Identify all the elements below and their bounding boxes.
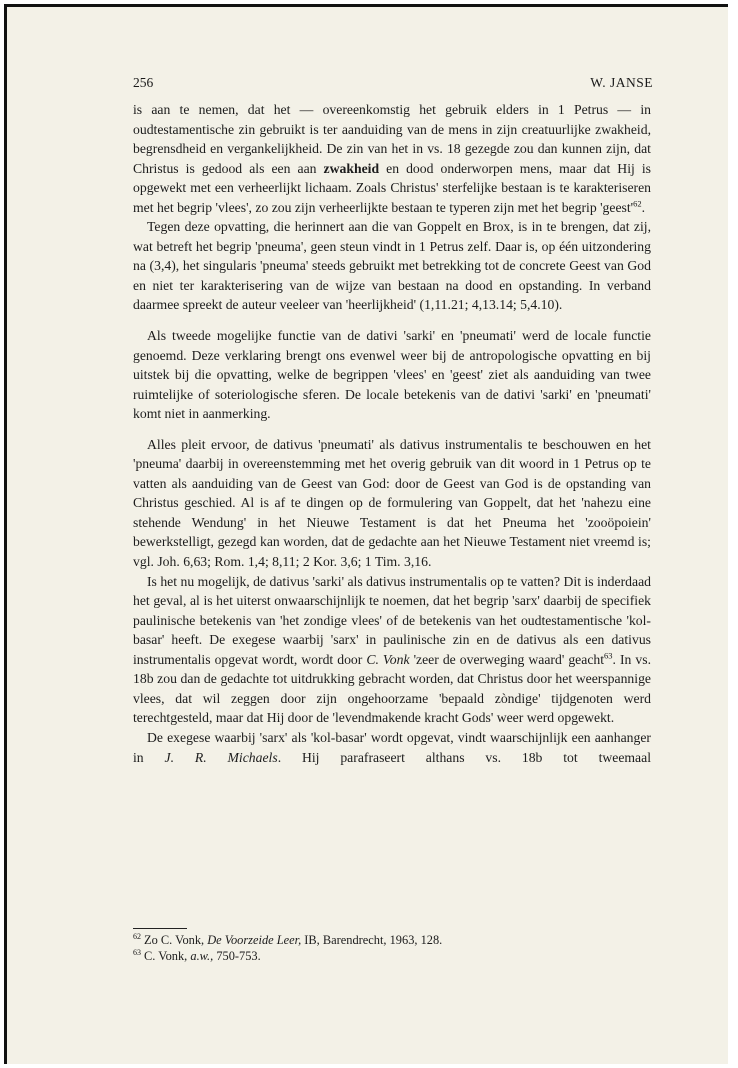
paragraph-6-text-a: De exegese waarbij 'sarx' als 'kol-basar' wordt opgevat, vindt waarschijnlijk een aanhanger in [133,729,651,765]
footnote-title: a.w., [190,949,214,963]
footnotes [133,932,651,964]
footnote-number: 63 [133,947,141,957]
footnote-text-a: C. Vonk, [144,949,191,963]
footnote-text-b: 750-753. [213,949,261,963]
footnote-text-a: Zo C. Vonk, [144,933,208,947]
paragraph-1-text-a: is aan te nemen, dat het — overeenkomstig het gebruik elders in 1 Petrus — in oudtestamentische zin gebruikt is ter aanduiding van de mens in zijn creatuurlijke zwakheid, begrensdheid en vergankelijkheid. De zin van het in vs. 18 gezegde zou dan kunnen zijn, dat Christus is gedood als een aan [133,102,651,176]
footnote-text-b: IB, Barendrecht, 1963, 128. [301,933,443,947]
footnote-title: De Voorzeide Leer, [207,933,302,947]
paragraph-1-text-c: . [641,199,646,215]
paragraph-1 [133,100,651,217]
footnote-divider [133,928,187,929]
footnote-number: 62 [133,931,141,941]
paragraph-5-text-c: . In vs. 18b zou dan de gedachte tot uitdrukking gebracht worden, dat Christus door het weerspannige vlees, dat wil zeggen door zijn ongehoorzame 'bepaald zòndige' tijdgenoten werd terechtgesteld, maar dat Hij door de 'levendmakende kracht Gods' weer werd opgewekt. [133,651,651,726]
paragraph-1-text-b: en dood onderworpen mens, maar dat Hij is opgewekt met een verheerlijkt lichaam. Zoals Christus' sterfelijke bestaan is te karakteriseren met het begrip 'vlees', zo zou zijn verheerlijkte bestaan te typeren zijn met het begrip 'geest' [133,160,651,215]
paragraph-6-text-b: . Hij parafraseert althans vs. 18b tot tweemaal [277,749,652,765]
footnote-62 [133,932,651,948]
paragraph-3: Als tweede mogelijke functie van de dativi 'sarki' en 'pneumati' werd de locale functie genoemd. Deze verklaring brengt ons evenwel weer bij de antropologische opvatting en bij uitstek bij die opvatting, welke de begrippen 'vlees' en 'geest' ziet als aanduiding van twee ruimtelijke of soteriologische sferen. De locale betekenis van de dativi 'sarki' en 'pneumati' komt niet in aanmerking. [133,328,651,422]
main-text [133,100,651,767]
book-page [4,4,728,1064]
paragraph-5 [133,572,651,728]
paragraph-4: Alles pleit ervoor, de dativus 'pneumati' als dativus instrumentalis te beschouwen en het 'pneuma' daarbij in overeenstemming met het overig gebruik van dit woord in 1 Petrus op te vatten als aanduiding van de Geest van God: door de Geest van God is de opstanding van Christus geschied. Al is af te dingen op de formulering van Goppelt, dat het 'nahezu eine stehende Wendung' in het Nieuwe Testament is dat het Pneuma het 'zooöpoiein' bewerkstelligt, gezegd kan worden, dat de gedachte aan het Nieuwe Testament niet vreemd is; vgl. Joh. 6,63; Rom. 1,4; 8,11; 2 Kor. 3,6; 1 Tim. 3,16. [133,436,651,570]
running-head: W. JANSE [590,75,653,90]
footnote-63 [133,948,651,964]
paragraph-5-text-b: 'zeer de overweging waard' geacht [409,651,605,667]
paragraph-6 [133,728,651,767]
author-name-vonk: C. Vonk [366,651,410,667]
author-name-michaels: J. R. Michaels [164,749,278,765]
paragraph-5-text-a: Is het nu mogelijk, de dativus 'sarki' als dativus instrumentalis op te vatten? Dit is inderdaad het geval, al is het uiterst onwaarschijnlijk te noemen, dat het begrip 'sarx' daarbij de specifiek paulinische betekenis van 'het zondige vlees' of de betekenis van het oudtestamentische 'kol-basar' heeft. De exegese waarbij 'sarx' in paulinische zin en de dativus als een dativus instrumentalis opgevat wordt, wordt door [133,573,651,667]
emphasized-word: zwakheid [323,160,380,176]
page-number: 256 [133,75,154,90]
footnote-ref-62: 62 [633,198,642,209]
paragraph-2: Tegen deze opvatting, die herinnert aan die van Goppelt en Brox, is in te brengen, dat zij, wat betreft het begrip 'pneuma', geen steun vindt in 1 Petrus zelf. Daar is, op één uitzondering na (3,4), het singularis 'pneuma' steeds gebruikt met betrekking tot de concrete Geest van God en niet ter karakterisering van de wijze van bestaan na dood en opstanding. In verband daarmee spreekt de auteur veeleer van 'heerlijkheid' (1,11.21; 4,13.14; 5,4.10). [133,219,651,313]
footnote-ref-63: 63 [604,650,613,661]
